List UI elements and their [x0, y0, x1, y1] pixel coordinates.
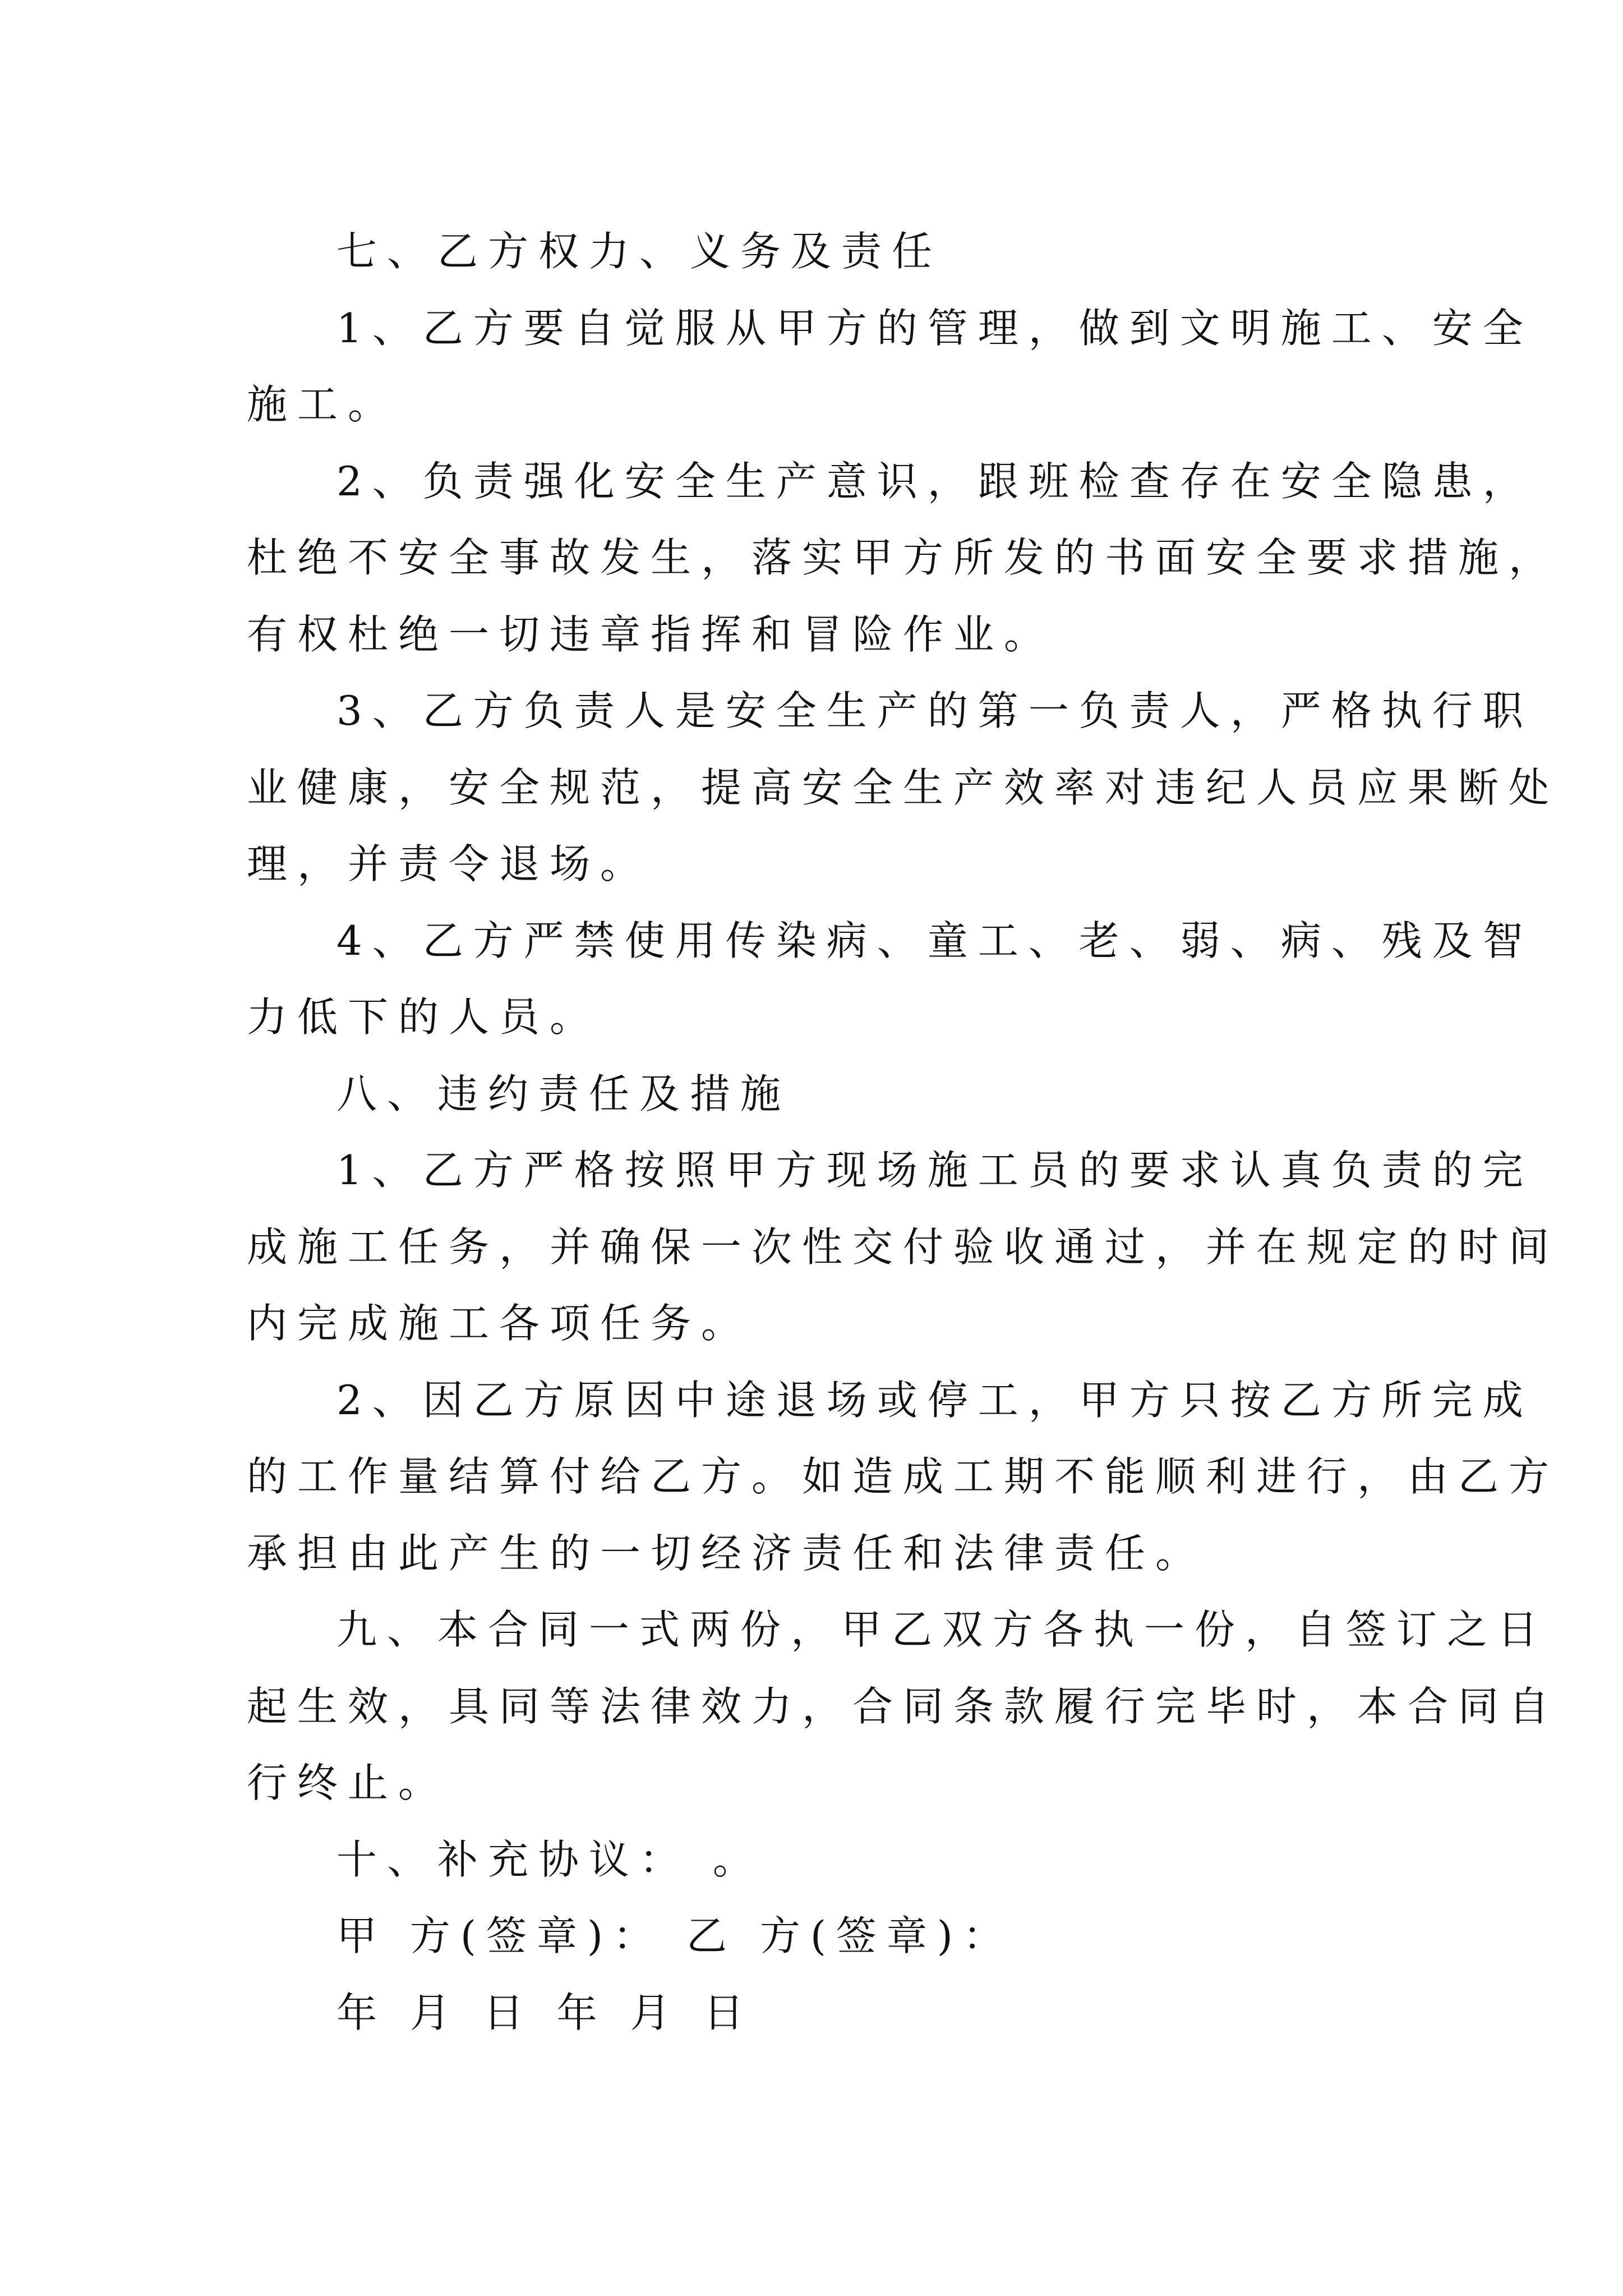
clause-7-4-line-1: 4、乙方严禁使用传染病、童工、老、弱、病、残及智 — [336, 917, 1533, 964]
section-8-heading: 八、违约责任及措施 — [336, 1070, 791, 1117]
date-line: 年 月 日 年 月 日 — [336, 1989, 754, 2036]
signature-line: 甲 方(签章)： 乙 方(签章)： — [336, 1912, 1014, 1959]
clause-7-2-line-2: 杜绝不安全事故发生，落实甲方所发的书面安全要求措施， — [247, 534, 1560, 581]
clause-8-2-line-1: 2、因乙方原因中途退场或停工，甲方只按乙方所完成 — [336, 1376, 1533, 1424]
contract-body — [247, 213, 1560, 2051]
clause-8-1-line-2: 成施工任务，并确保一次性交付验收通过，并在规定的时间 — [247, 1223, 1560, 1271]
clause-7-2-line-1: 2、负责强化安全生产意识，跟班检查存在安全隐患， — [336, 457, 1533, 505]
clause-8-1-line-3: 内完成施工各项任务。 — [247, 1300, 752, 1347]
clause-7-3-line-2: 业健康，安全规范，提高安全生产效率对违纪人员应果断处 — [247, 763, 1560, 811]
section-10-supplementary: 十、补充协议： 。 — [336, 1835, 763, 1883]
section-9-line-1: 九、本合同一式两份，甲乙双方各执一份，自签订之日 — [336, 1606, 1548, 1653]
clause-7-4-line-2: 力低下的人员。 — [247, 993, 601, 1041]
clause-8-2-line-2: 的工作量结算付给乙方。如造成工期不能顺利进行，由乙方 — [247, 1453, 1560, 1500]
clause-8-2-line-3: 承担由此产生的一切经济责任和法律责任。 — [247, 1529, 1206, 1577]
clause-7-3-line-1: 3、乙方负责人是安全生产的第一负责人，严格执行职 — [336, 687, 1533, 734]
section-7-heading: 七、乙方权力、义务及责任 — [336, 228, 943, 275]
clause-7-2-line-3: 有权杜绝一切违章指挥和冒险作业。 — [247, 610, 1055, 658]
clause-7-3-line-3: 理，并责令退场。 — [247, 840, 651, 887]
clause-8-1-line-1: 1、乙方严格按照甲方现场施工员的要求认真负责的完 — [336, 1147, 1533, 1194]
section-9-line-2: 起生效，具同等法律效力，合同条款履行完毕时，本合同自 — [247, 1682, 1560, 1730]
section-9-line-3: 行终止。 — [247, 1759, 449, 1806]
clause-7-1-line-2: 施工。 — [247, 381, 399, 428]
clause-7-1-line-1: 1、乙方要自觉服从甲方的管理，做到文明施工、安全 — [336, 304, 1533, 352]
